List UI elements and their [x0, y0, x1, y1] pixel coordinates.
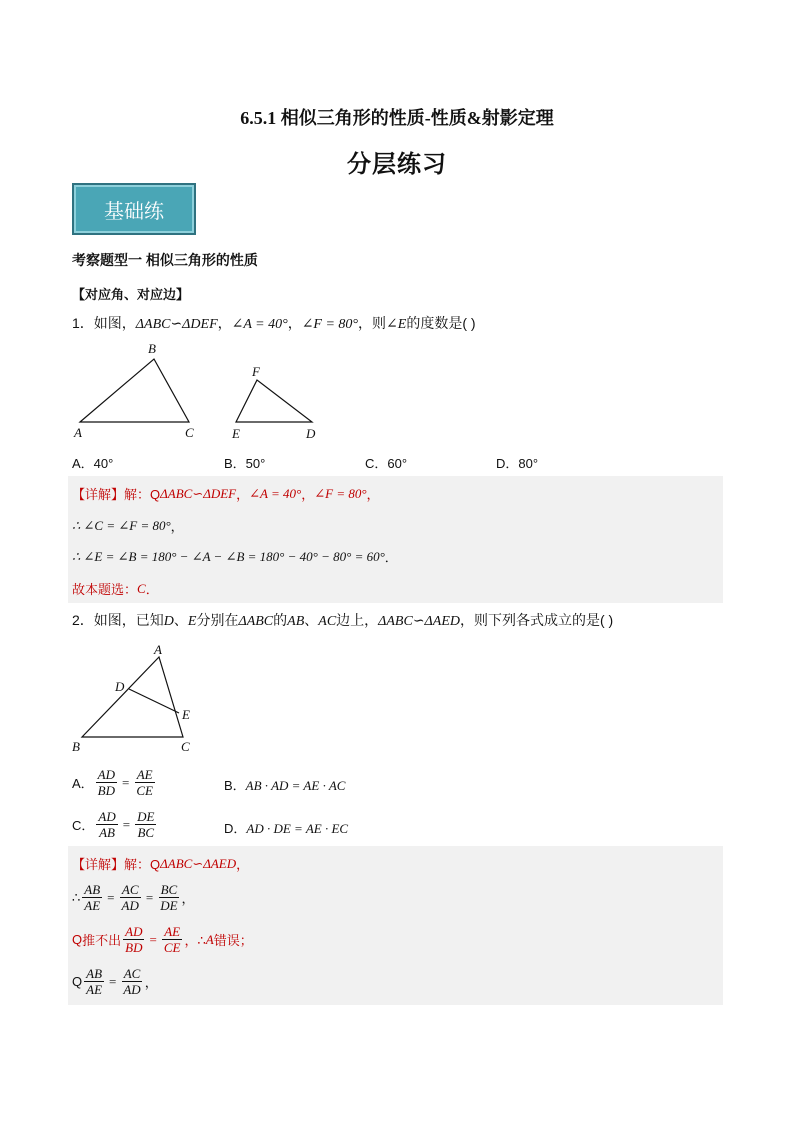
q1-option-a[interactable]: A．40° [72, 456, 114, 471]
page-title: 6.5.1 相似三角形的性质-性质&射影定理 [240, 108, 554, 128]
segment-de [129, 689, 179, 713]
label-b: B [72, 739, 80, 754]
q2-option-b[interactable]: B．AB · AD = AE · AC [224, 778, 346, 793]
q2-solution-line-3: Q 推不出 $\frac{AD}{BD}$ = $\frac{AE}{CE}$ ，∴ A 错误； [72, 924, 253, 955]
label-c: C [185, 425, 194, 440]
label-b: B [148, 341, 156, 356]
label-e: E [182, 707, 190, 722]
label-e: E [232, 426, 240, 441]
q1-figure [68, 338, 338, 446]
q2-solution-line-2: ∴ $\frac{AB}{AE}$ = $\frac{AC}{AD}$ = $\frac{BC}{DE}$ ， [72, 882, 195, 913]
q1-option-d[interactable]: D．80° [496, 456, 539, 471]
q1-solution-line-4: 故本题选： C ． [72, 580, 159, 597]
section-subtitle: 【对应角、对应边】 [72, 287, 190, 302]
q1-option-b[interactable]: B．50° [224, 456, 266, 471]
label-d: D [306, 426, 316, 441]
q2-option-d[interactable]: D．AD · DE = AE · EC [224, 821, 349, 836]
q1-solution-line-1: 【详解】 解：Q ΔABC∽ΔDEF ， ∠A = 40° ， ∠F = 80° ， [72, 485, 380, 502]
q2-solution-line-1: 【详解】 解：Q ΔABC∽ΔAED ， [72, 855, 250, 872]
label-d: D [115, 679, 125, 694]
label-a: A [154, 642, 162, 657]
level-badge: 基础练 [72, 183, 196, 235]
triangle-def [236, 380, 312, 422]
triangle-abc [80, 359, 189, 422]
page-subtitle: 分层练习 [347, 152, 447, 178]
question-2: 2．如图，已知D、E分别在ΔABC的AB、AC边上，ΔABC∽ΔAED，则下列各式成立的是( ) [72, 612, 614, 629]
q1-solution-line-3: ∴ ∠E = ∠B = 180° − ∠A − ∠B = 180° − 40° − 80° = 60° ． [72, 548, 398, 565]
label-a: A [74, 425, 82, 440]
q1-solution-line-2: ∴ ∠C = ∠F = 80° ， [72, 517, 184, 534]
q1-option-c[interactable]: C．60° [365, 456, 408, 471]
label-f: F [252, 364, 260, 379]
label-c: C [181, 739, 190, 754]
q2-solution-line-4: Q $\frac{AB}{AE}$ = $\frac{AC}{AD}$ ， [72, 966, 158, 997]
q2-option-a[interactable]: A． $\frac{AD}{BD}$ = $\frac{AE}{CE}$ [72, 767, 153, 798]
triangle-abc [82, 657, 183, 737]
question-1: 1．如图，ΔABC∽ΔDEF，∠A = 40°，∠F = 80°，则∠E的度数是( ) [72, 315, 476, 332]
q2-option-c[interactable]: C． $\frac{AD}{AB}$ = $\frac{DE}{BC}$ [72, 809, 155, 840]
section-title: 考察题型一 相似三角形的性质 [72, 252, 258, 268]
q2-figure [66, 640, 216, 758]
